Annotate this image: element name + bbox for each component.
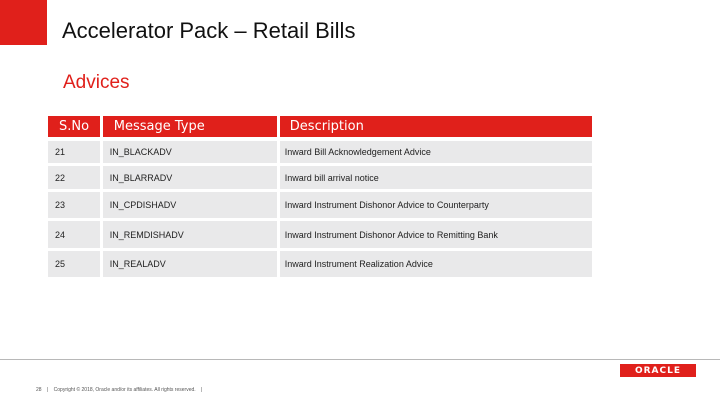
footer-separator-end: | bbox=[201, 387, 203, 393]
cell-description: Inward bill arrival notice bbox=[280, 166, 592, 189]
cell-message-type: IN_REALADV bbox=[103, 251, 277, 277]
table-row bbox=[48, 166, 592, 189]
table-row bbox=[48, 251, 592, 277]
header-sno: S.No bbox=[48, 116, 100, 137]
slide-subtitle: Advices bbox=[63, 72, 130, 93]
header-message-type: Message Type bbox=[103, 116, 277, 137]
cell-sno: 25 bbox=[48, 251, 100, 277]
table-row bbox=[48, 221, 592, 248]
cell-message-type: IN_CPDISHADV bbox=[103, 192, 277, 218]
cell-description: Inward Instrument Dishonor Advice to Remitting Bank bbox=[280, 221, 592, 248]
cell-message-type: IN_BLACKADV bbox=[103, 141, 277, 163]
copyright-text: Copyright © 2018, Oracle and/or its affiliates. All rights reserved. bbox=[53, 387, 196, 393]
cell-description: Inward Instrument Realization Advice bbox=[280, 251, 592, 277]
table-row bbox=[48, 141, 592, 163]
page-number: 28 bbox=[36, 387, 42, 393]
cell-message-type: IN_BLARRADV bbox=[103, 166, 277, 189]
cell-sno: 24 bbox=[48, 221, 100, 248]
footer-separator: | bbox=[46, 387, 49, 393]
cell-description: Inward Bill Acknowledgement Advice bbox=[280, 141, 592, 163]
table-row bbox=[48, 192, 592, 218]
advices-table bbox=[48, 116, 592, 280]
slide-title: Accelerator Pack – Retail Bills bbox=[62, 18, 356, 43]
oracle-logo: ORACLE bbox=[620, 364, 696, 377]
title-accent-bar bbox=[0, 0, 47, 45]
cell-sno: 23 bbox=[48, 192, 100, 218]
footer bbox=[36, 387, 206, 393]
table-header-row bbox=[48, 116, 592, 137]
header-description: Description bbox=[280, 116, 592, 137]
cell-sno: 22 bbox=[48, 166, 100, 189]
cell-description: Inward Instrument Dishonor Advice to Counterparty bbox=[280, 192, 592, 218]
cell-message-type: IN_REMDISHADV bbox=[103, 221, 277, 248]
footer-divider bbox=[0, 359, 720, 360]
cell-sno: 21 bbox=[48, 141, 100, 163]
